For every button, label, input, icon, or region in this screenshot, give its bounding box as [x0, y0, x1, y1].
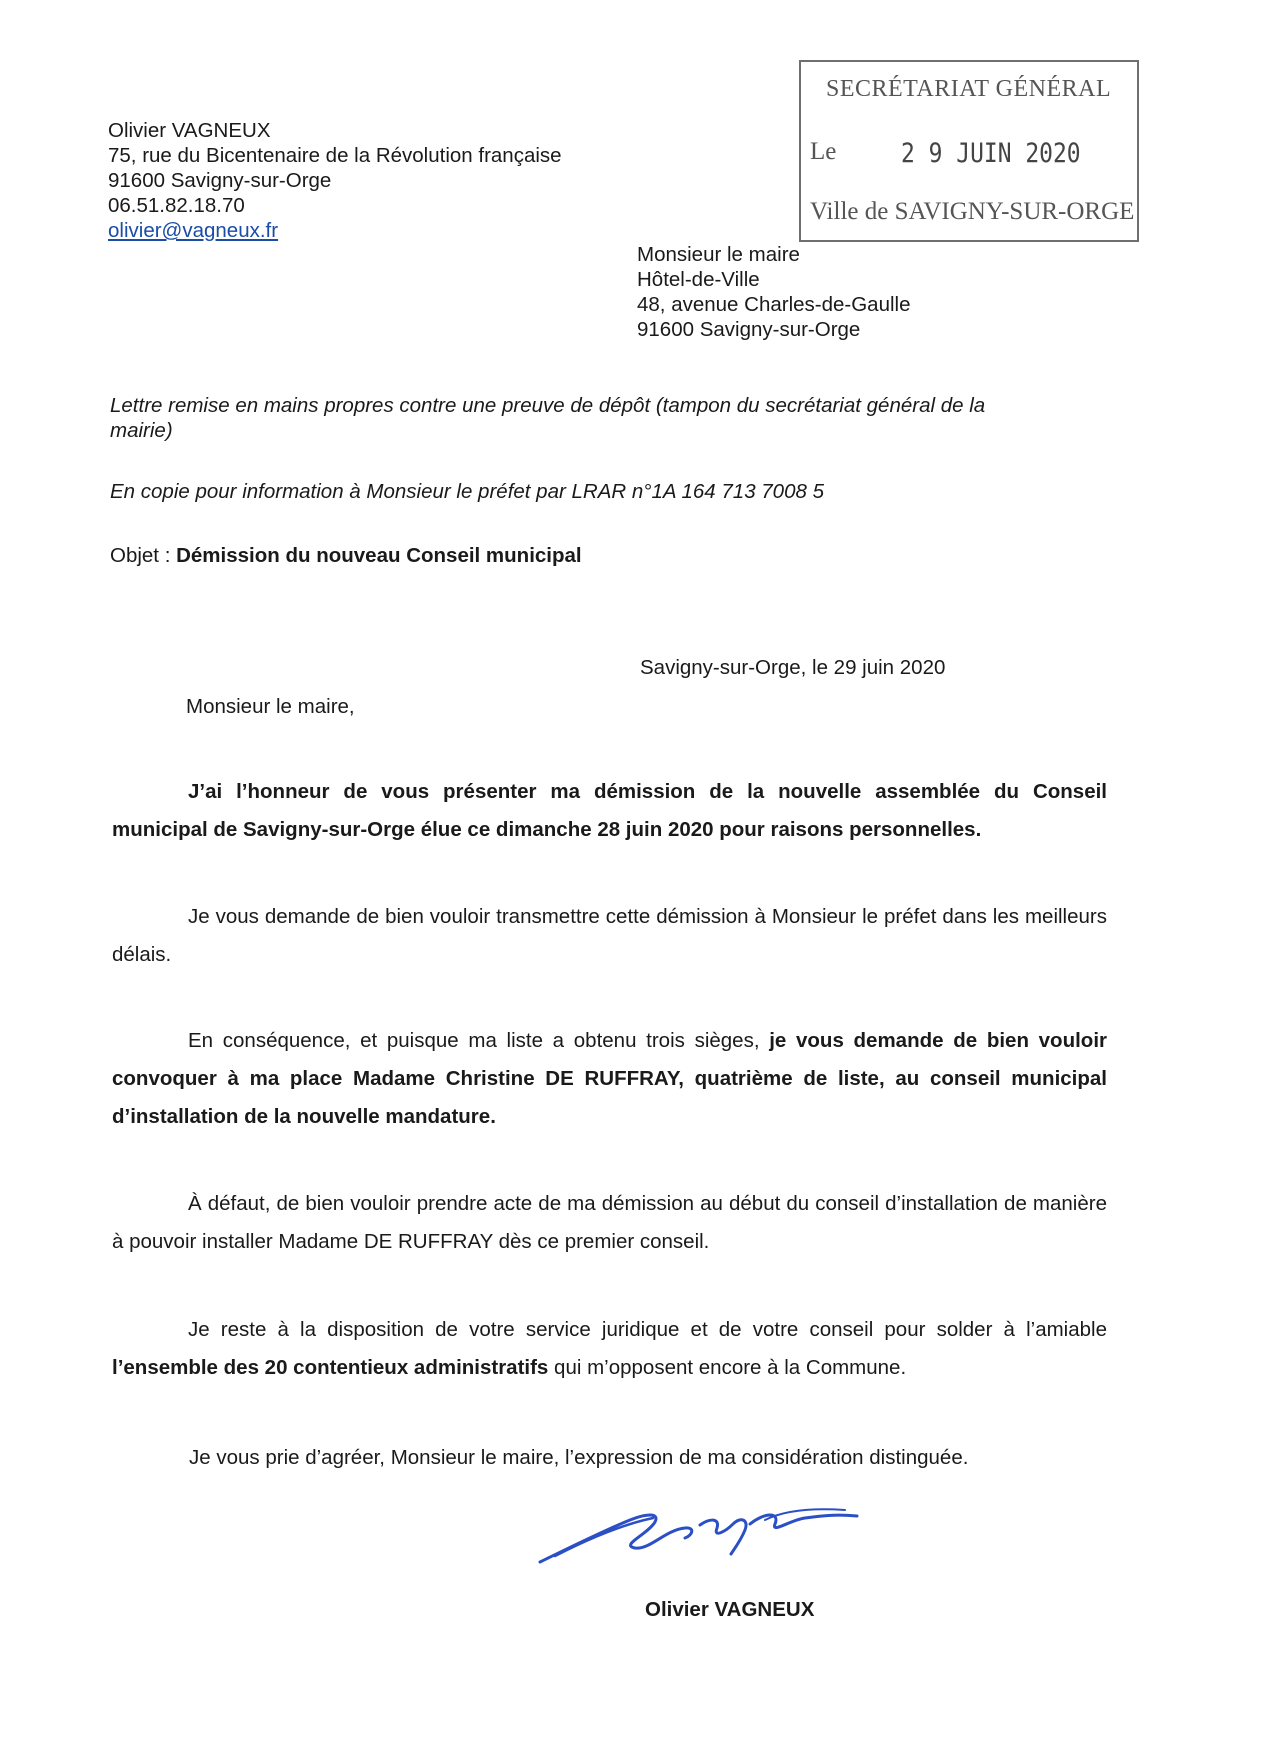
paragraph-5-end: qui m’opposent encore à la Commune. [548, 1356, 907, 1379]
paragraph-3 [112, 1022, 1107, 1136]
recipient-line3: 48, avenue Charles-de-Gaulle [637, 293, 911, 316]
paragraph-5-normal: Je reste à la disposition de votre service juridique et de votre conseil pour solder à l’amiable [188, 1318, 1107, 1341]
subject-text: Démission du nouveau Conseil municipal [176, 544, 582, 567]
received-stamp [799, 60, 1139, 242]
paragraph-5 [112, 1311, 1107, 1387]
recipient-line2: Hôtel-de-Ville [637, 268, 760, 291]
stamp-city: Ville de SAVIGNY-SUR-ORGE [810, 198, 1135, 225]
recipient-line4: 91600 Savigny-sur-Orge [637, 318, 861, 341]
delivery-note-line2: mairie) [110, 419, 173, 442]
salutation: Monsieur le maire, [186, 695, 355, 718]
stamp-title: SECRÉTARIAT GÉNÉRAL [826, 76, 1112, 102]
paragraph-4-text: À défaut, de bien vouloir prendre acte de ma démission au début du conseil d’installation de manière à pouvoir installer Madame DE RUFFRAY dès ce premier conseil. [112, 1192, 1107, 1253]
paragraph-5-text [112, 1311, 1107, 1387]
paragraph-5-bold: l’ensemble des 20 contentieux administratifs [112, 1356, 549, 1379]
place-date: Savigny-sur-Orge, le 29 juin 2020 [640, 656, 946, 679]
stamp-date: 2 9 JUIN 2020 [901, 138, 1081, 169]
signature-name: Olivier VAGNEUX [645, 1598, 815, 1621]
delivery-note-line1: Lettre remise en mains propres contre une preuve de dépôt (tampon du secrétariat général de la [110, 394, 986, 417]
paragraph-3-bold: je vous demande de bien vouloir convoquer à ma place Madame Christine DE RUFFRAY, quatrième de liste, au conseil municipal d’installation de la nouvelle mandature. [112, 1029, 1107, 1128]
paragraph-3-text [112, 1022, 1107, 1136]
paragraph-1 [112, 773, 1107, 849]
stamp-le: Le [810, 138, 837, 165]
subject-label: Objet : [110, 544, 177, 567]
sender-name: Olivier VAGNEUX [108, 119, 271, 142]
sender-email-link[interactable]: olivier@vagneux.fr [108, 219, 279, 242]
paragraph-2 [112, 898, 1107, 974]
paragraph-4 [112, 1185, 1107, 1261]
paragraph-3-normal: En conséquence, et puisque ma liste a obtenu trois sièges, [188, 1029, 770, 1052]
paragraph-2-text: Je vous demande de bien vouloir transmettre cette démission à Monsieur le préfet dans les meilleurs délais. [112, 905, 1107, 966]
handwritten-signature [535, 1490, 865, 1570]
recipient-line1: Monsieur le maire [637, 243, 800, 266]
closing-formula: Je vous prie d’agréer, Monsieur le maire, l’expression de ma considération distinguée. [189, 1446, 969, 1469]
paragraph-1-text: J’ai l’honneur de vous présenter ma démission de la nouvelle assemblée du Conseil municipal de Savigny-sur-Orge élue ce dimanche 28 juin 2020 pour raisons personnelles. [112, 780, 1107, 841]
subject-line [110, 543, 582, 568]
sender-city: 91600 Savigny-sur-Orge [108, 169, 332, 192]
sender-street: 75, rue du Bicentenaire de la Révolution française [108, 144, 562, 167]
sender-phone: 06.51.82.18.70 [108, 194, 245, 217]
copy-note: En copie pour information à Monsieur le préfet par LRAR n°1A 164 713 7008 5 [110, 480, 824, 503]
